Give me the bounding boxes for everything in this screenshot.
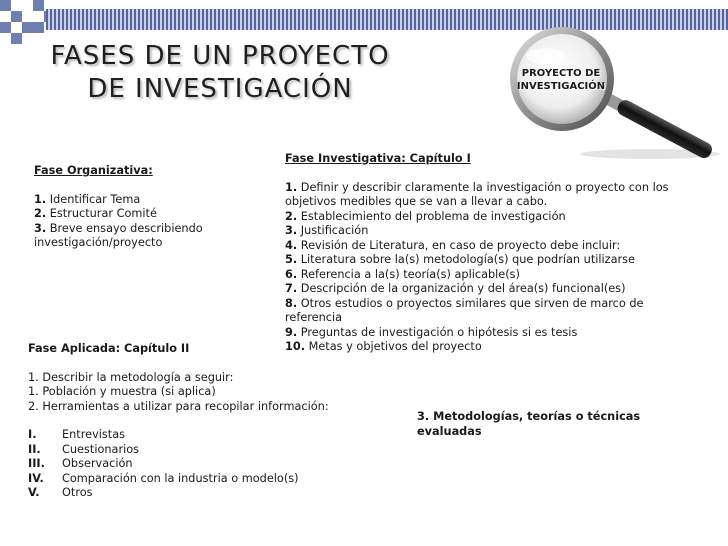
list-item [285, 253, 715, 268]
list-item [28, 472, 408, 487]
metodologias-line-1: 3. Metodologías, teorías o técnicas [417, 410, 641, 423]
item-number: 1. [34, 192, 47, 206]
item-text: Metas y objetivos del proyecto [305, 340, 482, 353]
item-text: Referencia a la(s) teoría(s) aplicable(s) [297, 267, 520, 281]
item-text: Comparación con la industria o modelo(s) [62, 471, 299, 485]
fase-organizativa-heading: Fase Organizativa: [34, 164, 153, 177]
item-number: II. [28, 442, 41, 456]
item-number: 3. [34, 221, 47, 235]
magnifying-glass-graphic [500, 26, 728, 160]
item-number: V. [28, 486, 40, 499]
list-item [285, 210, 715, 225]
list-item [285, 195, 715, 210]
item-number: 2. [34, 207, 47, 220]
list-item [28, 457, 408, 472]
list-item: 1. Describir la metodología a seguir: [28, 370, 234, 384]
item-number: 7. [285, 282, 298, 295]
list-item [28, 443, 408, 458]
item-number: IV. [28, 471, 44, 485]
item-number: 1. [285, 180, 298, 194]
item-number: 2. [285, 209, 298, 223]
item-text: Definir y describir claramente la investigación o proyecto con los [297, 180, 669, 194]
metodologias-section [417, 410, 707, 439]
item-number: 3. [285, 224, 298, 237]
list-item [34, 193, 264, 208]
item-number: 10. [285, 340, 306, 353]
list-item [285, 282, 715, 297]
list-item [34, 207, 264, 222]
fase-organizativa [34, 164, 264, 251]
item-text: Identificar Tema [46, 192, 141, 206]
item-text: Otros estudios o proyectos similares que sirven de marco de [297, 296, 644, 310]
item-text: Estructurar Comité [46, 207, 157, 220]
item-text: Descripción de la organización y del área(s) funcional(es) [297, 282, 626, 295]
fase-aplicada [28, 342, 408, 501]
page-title [30, 40, 410, 106]
list-item [28, 486, 408, 501]
list-item [285, 268, 715, 283]
page-title-line-1: FASES DE UN PROYECTO [50, 41, 390, 71]
item-number: I. [28, 428, 37, 441]
item-number: 5. [285, 253, 298, 266]
item-text: referencia [285, 311, 343, 324]
item-text: Establecimiento del problema de investigación [297, 209, 566, 223]
list-item [285, 311, 715, 326]
lens-label-line-1: PROYECTO DE [521, 68, 601, 79]
item-text: Preguntas de investigación o hipótesis si es tesis [297, 325, 578, 339]
metodologias-line-2: evaluadas [417, 424, 482, 438]
item-number: 6. [285, 267, 298, 281]
item-text: Otros [62, 486, 93, 499]
item-text: objetivos medibles que se van a llevar a cabo. [285, 195, 548, 208]
lens-label [514, 67, 608, 93]
list-item: 2. Herramientas a utilizar para recopilar información: [28, 399, 329, 413]
list-item [285, 239, 715, 254]
item-number: 8. [285, 296, 298, 310]
fase-aplicada-heading: Fase Aplicada: Capítulo II [28, 342, 190, 355]
fase-investigativa-heading: Fase Investigativa: Capítulo I [285, 152, 471, 165]
item-text: Entrevistas [62, 428, 126, 441]
item-text: Cuestionarios [62, 442, 140, 456]
item-number: 4. [285, 238, 298, 252]
list-item [285, 224, 715, 239]
item-text: Justificación [297, 224, 369, 237]
fase-investigativa [285, 152, 715, 355]
item-number: III. [28, 457, 45, 470]
lens-label-line-2: INVESTIGACIÓN [516, 81, 606, 92]
magnifying-glass-icon [500, 26, 728, 160]
item-number: 9. [285, 325, 298, 339]
item-text: Breve ensayo describiendo [46, 221, 203, 235]
list-item [34, 222, 264, 237]
page-title-line-2: DE INVESTIGACIÓN [87, 74, 353, 104]
list-item [285, 181, 715, 196]
list-item [285, 297, 715, 312]
list-item [28, 428, 408, 443]
item-continuation: investigación/proyecto [34, 236, 163, 249]
item-text: Literatura sobre la(s) metodología(s) que podrían utilizarse [297, 253, 636, 266]
item-text: Revisión de Literatura, en caso de proyecto debe incluir: [297, 238, 621, 252]
list-item [285, 326, 715, 341]
list-item: 1. Población y muestra (si aplica) [28, 385, 216, 398]
item-text: Observación [62, 457, 133, 470]
